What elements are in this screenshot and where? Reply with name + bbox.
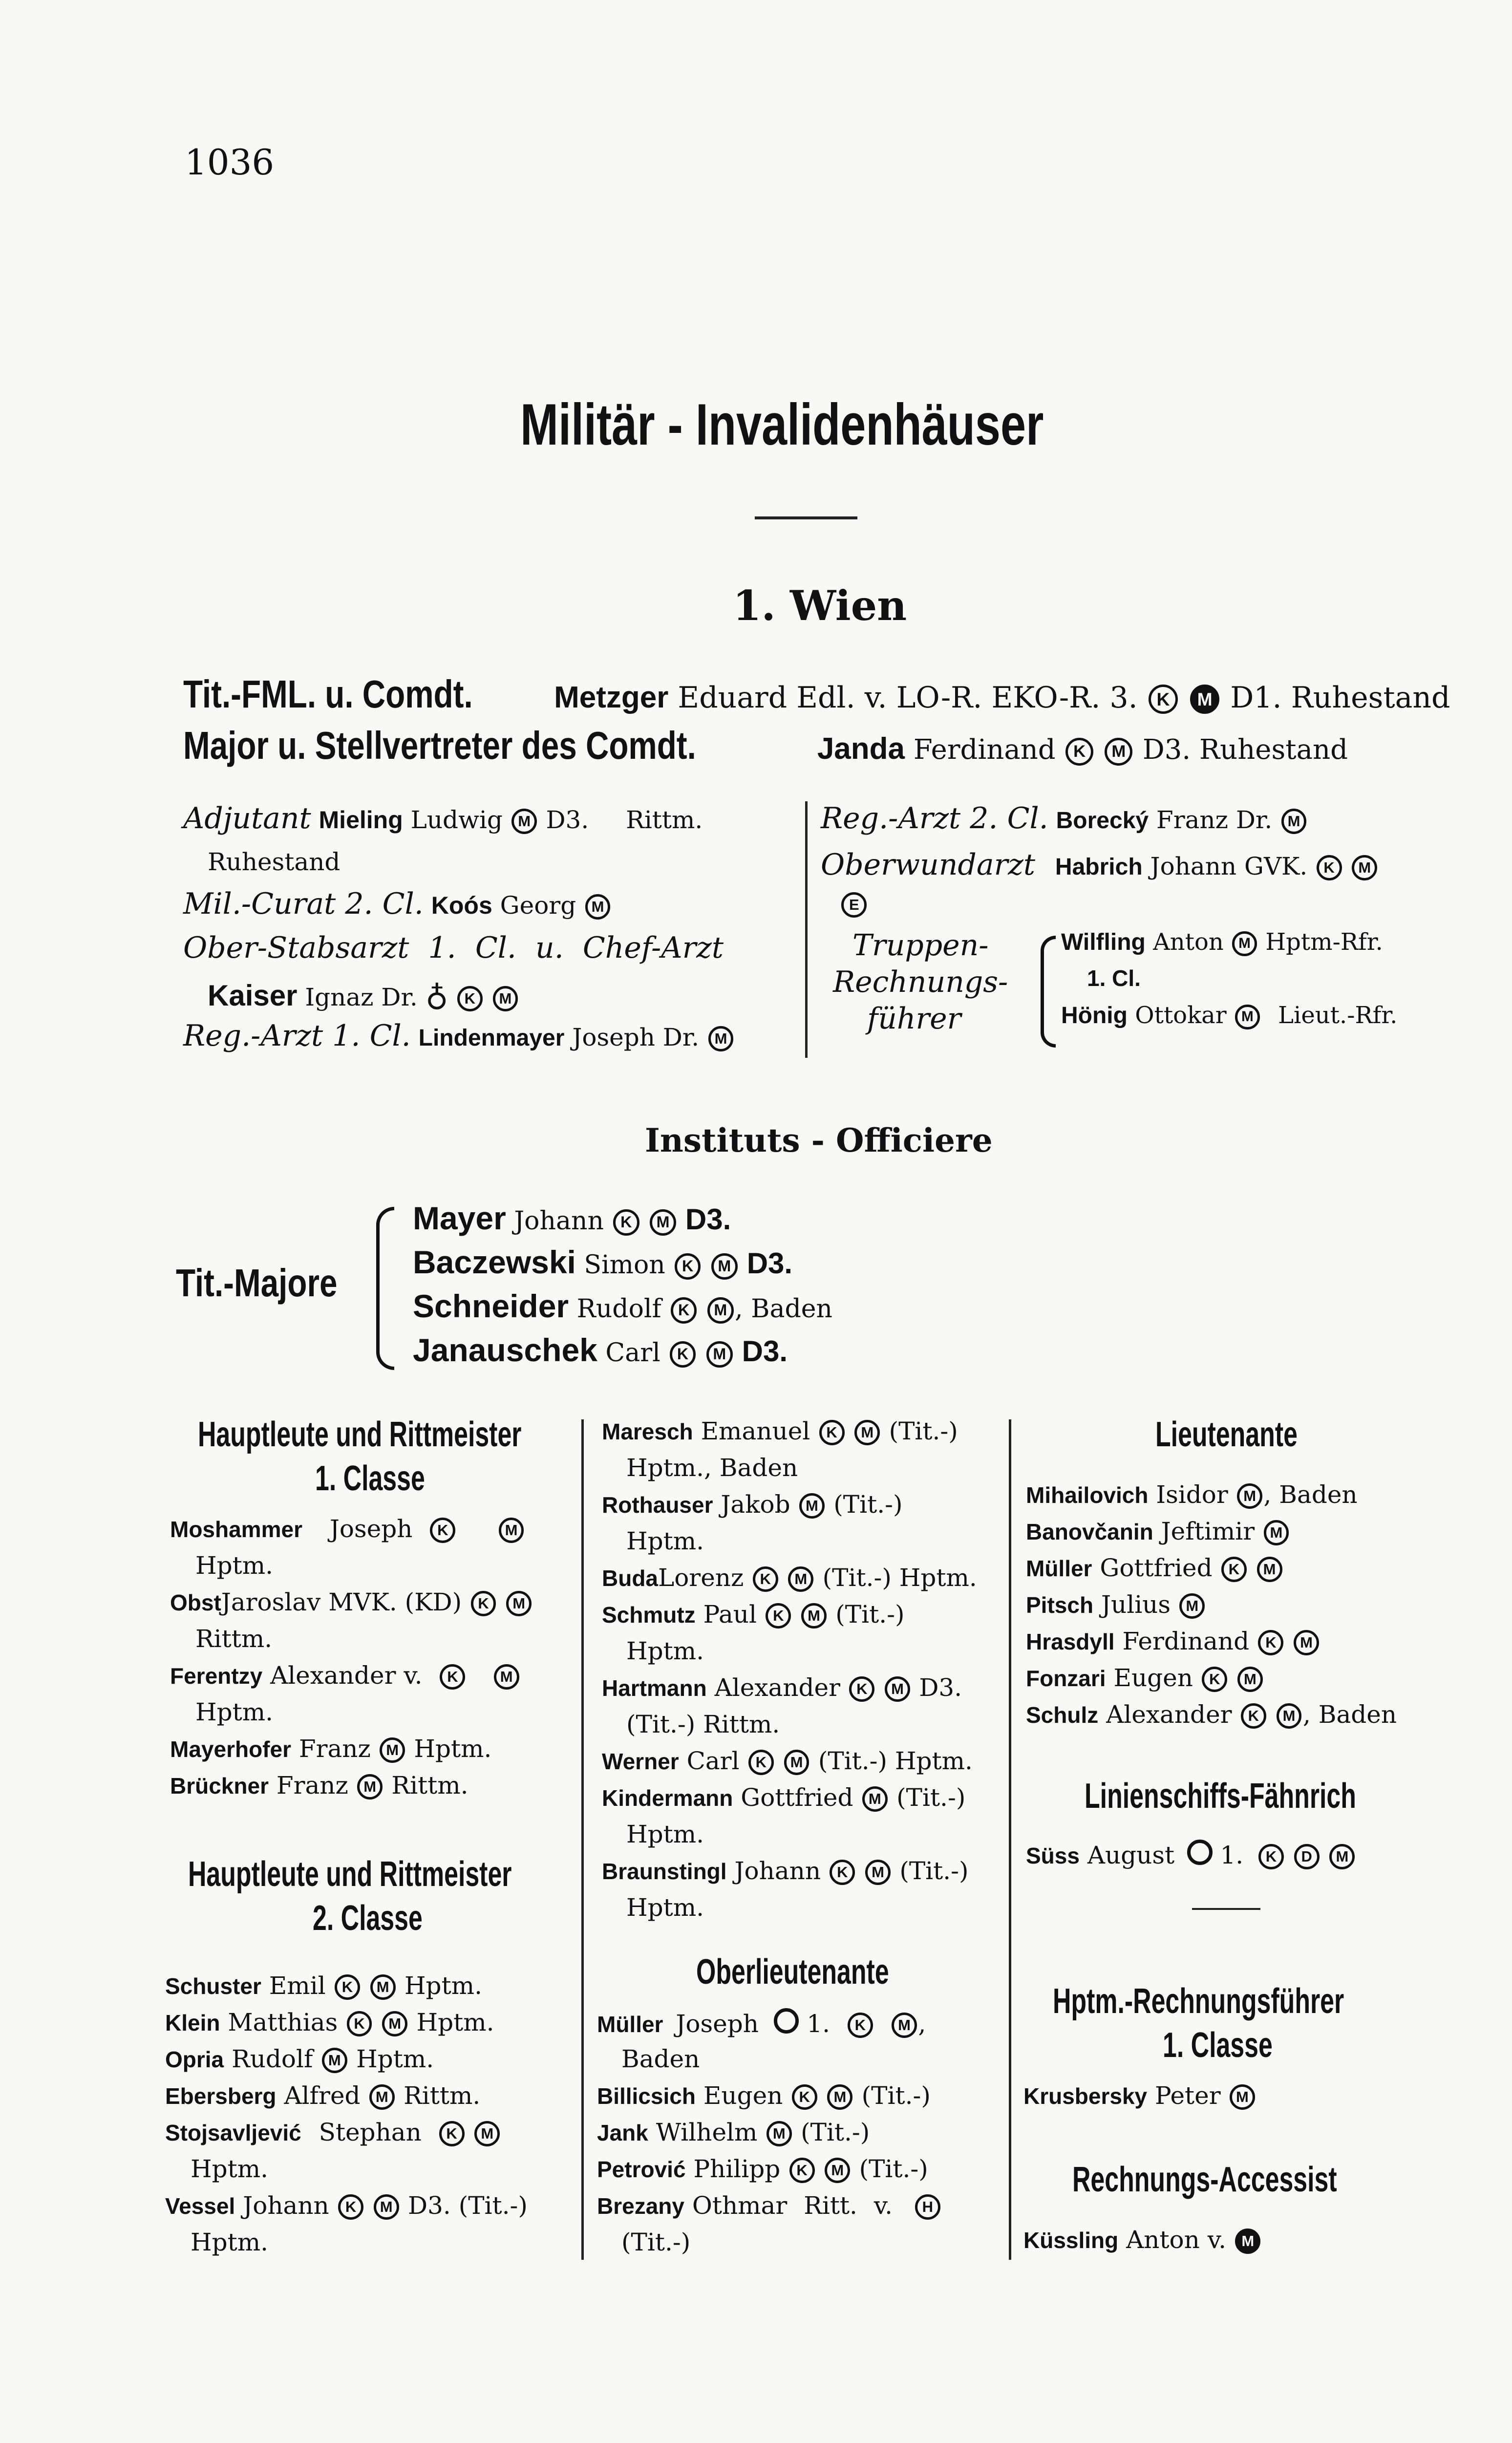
- list-item: Pitsch Julius M: [1026, 1590, 1206, 1619]
- m-decoration-icon: M: [650, 1209, 676, 1236]
- k-decoration-icon: K: [670, 1341, 696, 1368]
- list-item-cont: (Tit.-): [621, 2228, 691, 2256]
- col1-heading-2a: Hauptleute und Rittmeister: [188, 1855, 512, 1894]
- m-decoration-icon: M: [380, 1737, 405, 1763]
- m-decoration-icon: M: [784, 1750, 809, 1775]
- m-decoration-icon: M: [1237, 1667, 1263, 1692]
- m-decoration-icon: M: [767, 2121, 792, 2146]
- role-rechnungs: Rechnungs-: [833, 965, 1008, 999]
- m-decoration-icon: M: [1235, 2229, 1260, 2254]
- rank: Major u. Stellvertreter des Comdt.: [183, 724, 696, 767]
- staff-line: Ober-Stabsarzt 1. Cl. u. Chef-Arzt: [183, 931, 724, 965]
- m-decoration-icon: M: [1237, 1483, 1262, 1509]
- list-item: Schuster Emil K M Hptm.: [165, 1972, 482, 2000]
- major-line: Janauschek Carl K M D3.: [413, 1332, 788, 1368]
- major-line: Mayer Johann K M D3.: [413, 1200, 731, 1236]
- col3-heading-3a: Hptm.-Rechnungsführer: [1053, 1982, 1344, 2021]
- m-decoration-icon: M: [585, 894, 611, 920]
- m-decoration-icon: M: [511, 809, 537, 834]
- list-item-cont: Hptm.: [626, 1527, 704, 1555]
- col2-heading: Oberlieutenante: [696, 1952, 889, 1992]
- list-item: Maresch Emanuel K M (Tit.-): [602, 1417, 958, 1445]
- page-number: 1036: [185, 142, 275, 183]
- m-decoration-icon: M: [1230, 2084, 1255, 2110]
- k-decoration-icon: K: [675, 1253, 701, 1280]
- name: Janda: [817, 732, 905, 766]
- m-decoration-icon: M: [801, 1603, 827, 1629]
- e-decoration-icon: E: [841, 892, 867, 918]
- k-decoration-icon: K: [830, 1860, 855, 1885]
- major-line: Baczewski Simon K M D3.: [413, 1244, 793, 1280]
- k-decoration-icon: K: [1202, 1667, 1227, 1692]
- k-decoration-icon: K: [1258, 1844, 1284, 1869]
- staff-line: Mil.-Curat 2. Cl. Koós Georg M: [183, 887, 612, 921]
- staff-line: Oberwundarzt Habrich Johann GVK. K M: [821, 848, 1379, 882]
- list-item: Schmutz Paul K M (Tit.-): [602, 1600, 905, 1629]
- status: D1. Ruhestand: [1230, 681, 1450, 715]
- list-item: Jank Wilhelm M (Tit.-): [597, 2118, 870, 2146]
- list-item-cont: Rittm.: [195, 1625, 273, 1653]
- d-decoration-icon: D: [1294, 1844, 1320, 1869]
- staff-line: Adjutant Mieling Ludwig M D3. Rittm.: [183, 801, 703, 836]
- m-decoration-icon: M: [885, 1676, 910, 1702]
- k-decoration-icon: K: [347, 2011, 372, 2036]
- k-decoration-icon: K: [430, 1518, 455, 1543]
- k-decoration-icon: K: [671, 1297, 697, 1324]
- k-decoration-icon: K: [471, 1591, 496, 1616]
- list-item: Opria Rudolf M Hptm.: [165, 2045, 434, 2073]
- list-item-cont: Hptm.: [626, 1637, 704, 1665]
- list-item-cont: (Tit.-) Rittm.: [626, 1710, 780, 1738]
- k-decoration-icon: K: [613, 1209, 639, 1236]
- major-line: Schneider Rudolf K M , Baden: [413, 1288, 832, 1324]
- list-item: Süss August 1. K D M: [1026, 1840, 1356, 1869]
- list-item: Vessel Johann K M D3. (Tit.-): [165, 2191, 528, 2220]
- m-decoration-icon: M: [1105, 738, 1132, 766]
- m-decoration-icon: M: [799, 1493, 825, 1519]
- list-item: Mihailovich Isidor M , Baden: [1026, 1480, 1358, 1509]
- majors-brace: [376, 1207, 394, 1370]
- list-item: Banovčanin Jeftimir M: [1026, 1517, 1290, 1545]
- k-decoration-icon: K: [849, 1676, 874, 1702]
- m-decoration-icon: M: [494, 1664, 519, 1690]
- list-item: Ebersberg Alfred M Rittm.: [165, 2081, 481, 2110]
- m-decoration-icon: M: [825, 2158, 850, 2183]
- col3-heading-2: Linienschiffs-Fähnrich: [1085, 1777, 1356, 1816]
- staff-line: Reg.-Arzt 1. Cl. Lindenmayer Joseph Dr. M: [183, 1019, 735, 1053]
- m-decoration-icon: M: [474, 2121, 500, 2146]
- list-item-cont: Hptm.: [195, 1698, 274, 1726]
- role-fuehrer: führer: [867, 1002, 961, 1036]
- k-decoration-icon: K: [457, 986, 483, 1011]
- staff-left: [0, 0, 801, 1075]
- details: Eduard Edl. v. LO-R. EKO-R. 3.: [678, 681, 1138, 715]
- column-divider-1: [581, 1419, 584, 2260]
- m-decoration-icon: M: [827, 2084, 852, 2110]
- m-decoration-icon: M: [382, 2011, 407, 2036]
- m-decoration-icon: M: [1294, 1630, 1319, 1655]
- col1-heading-1b: 1. Classe: [315, 1459, 425, 1498]
- m-decoration-icon: M: [1281, 809, 1307, 834]
- k-decoration-icon: K: [1149, 685, 1178, 714]
- m-decoration-icon: M: [1179, 1593, 1205, 1619]
- officers-heading: Instituts - Officiere: [645, 1121, 993, 1159]
- col3-heading-3b: 1. Classe: [1163, 2026, 1273, 2065]
- role-truppen: Truppen-: [852, 928, 989, 963]
- m-decoration-icon: M: [1232, 931, 1256, 956]
- k-decoration-icon: K: [1258, 1630, 1283, 1655]
- k-decoration-icon: K: [748, 1750, 774, 1775]
- k-decoration-icon: K: [792, 2084, 817, 2110]
- truppen-line: 1. Cl.: [1087, 965, 1141, 991]
- k-decoration-icon: K: [439, 2121, 465, 2146]
- staff-line: [840, 889, 868, 918]
- list-item: Werner Carl K M (Tit.-) Hptm.: [602, 1747, 973, 1775]
- list-item-cont: Hptm.: [191, 2155, 269, 2183]
- list-item: Rothauser Jakob M (Tit.-): [602, 1490, 903, 1519]
- m-decoration-icon: M: [1329, 1844, 1355, 1869]
- m-decoration-icon: M: [493, 986, 518, 1011]
- m-decoration-icon: M: [369, 2084, 395, 2110]
- list-item: Hartmann Alexander K M D3.: [602, 1673, 962, 1702]
- h-decoration-icon: H: [915, 2194, 940, 2220]
- list-item: Billicsich Eugen K M (Tit.-): [597, 2081, 931, 2110]
- m-decoration-icon: M: [707, 1297, 734, 1324]
- m-decoration-icon: M: [708, 1026, 734, 1051]
- k-decoration-icon: K: [1241, 1703, 1266, 1729]
- m-decoration-icon: M: [1235, 1005, 1259, 1029]
- col3-short-rule: [1192, 1908, 1260, 1910]
- majors-label: Tit.-Majore: [176, 1261, 338, 1305]
- truppen-line: Hönig Ottokar M Lieut.-Rfr.: [1061, 1002, 1398, 1029]
- list-item: Küssling Anton v. M: [1023, 2226, 1262, 2254]
- page-title: Militär - Invalidenhäuser: [520, 392, 1044, 457]
- truppen-brace: [1041, 936, 1056, 1048]
- list-item: Hrasdyll Ferdinand K M: [1026, 1627, 1320, 1655]
- ring-decoration-icon: [1187, 1840, 1213, 1865]
- truppen-line: Wilfling Anton M Hptm-Rfr.: [1061, 928, 1383, 956]
- list-item-cont: Hptm.: [195, 1551, 274, 1580]
- col3-heading-4: Rechnungs-Accessist: [1072, 2160, 1337, 2199]
- list-item: Brückner Franz M Rittm.: [170, 1771, 469, 1800]
- list-item: ObstJaroslav MVK. (KD) K M: [170, 1588, 533, 1616]
- m-decoration-icon: M: [854, 1420, 880, 1445]
- k-decoration-icon: K: [819, 1420, 845, 1445]
- m-decoration-icon: M: [892, 2013, 917, 2038]
- list-item: Moshammer Joseph K M: [170, 1515, 525, 1543]
- earth-symbol-icon: ♁: [425, 977, 448, 1013]
- firstname: Ferdinand: [913, 734, 1056, 766]
- m-decoration-icon: M: [706, 1341, 733, 1368]
- list-item: Braunstingl Johann K M (Tit.-): [602, 1857, 969, 1885]
- list-item-cont: Hptm., Baden: [626, 1454, 798, 1482]
- rank: Tit.-FML. u. Comdt.: [183, 672, 473, 716]
- m-decoration-icon: M: [374, 2194, 399, 2220]
- staff-divider: [805, 801, 808, 1058]
- k-decoration-icon: K: [789, 2158, 815, 2183]
- list-item: Stojsavljević Stephan K M: [165, 2118, 501, 2146]
- name: Metzger: [554, 681, 669, 714]
- m-decoration-icon: M: [370, 1974, 396, 2000]
- staff-line: Kaiser Ignaz Dr. ♁ K M: [208, 977, 519, 1013]
- col1-heading-1a: Hauptleute und Rittmeister: [198, 1415, 522, 1454]
- list-item: Ferentzy Alexander v. K M: [170, 1661, 520, 1690]
- k-decoration-icon: K: [766, 1603, 791, 1629]
- section-heading: 1. Wien: [733, 581, 907, 630]
- m-decoration-icon: M: [1257, 1557, 1282, 1582]
- column-divider-2: [1009, 1419, 1011, 2260]
- list-item: Fonzari Eugen K M: [1026, 1664, 1264, 1692]
- list-item: Schulz Alexander K M , Baden: [1026, 1700, 1397, 1729]
- list-item: Müller Gottfried K M: [1026, 1554, 1283, 1582]
- list-item: Krusbersky Peter M: [1023, 2081, 1256, 2110]
- m-decoration-icon: M: [506, 1591, 532, 1616]
- list-item-cont: Hptm.: [626, 1893, 704, 1922]
- list-item: Klein Matthias K M Hptm.: [165, 2008, 494, 2036]
- m-decoration-icon: M: [711, 1253, 738, 1280]
- ring-decoration-icon: [774, 2008, 799, 2034]
- col3-heading-1: Lieutenante: [1155, 1415, 1298, 1454]
- k-decoration-icon: K: [848, 2013, 873, 2038]
- list-item: Mayerhofer Franz M Hptm.: [170, 1735, 492, 1763]
- m-decoration-icon: M: [862, 1786, 888, 1812]
- m-decoration-icon: M: [1277, 1703, 1302, 1729]
- m-decoration-icon: M: [499, 1518, 524, 1543]
- m-decoration-icon: M: [1352, 855, 1377, 880]
- k-decoration-icon: K: [1317, 855, 1342, 880]
- list-item: Petrović Philipp K M (Tit.-): [597, 2155, 928, 2183]
- k-decoration-icon: K: [1065, 738, 1093, 766]
- k-decoration-icon: K: [440, 1664, 465, 1690]
- list-item-cont: Hptm.: [191, 2228, 269, 2256]
- list-item: Müller Joseph 1. K M ,: [597, 2008, 926, 2038]
- m-decoration-icon: M: [1264, 1520, 1289, 1545]
- col1-heading-2b: 2. Classe: [313, 1899, 423, 1938]
- k-decoration-icon: K: [1221, 1557, 1247, 1582]
- list-item-cont: Baden: [621, 2045, 700, 2073]
- m-decoration-icon: M: [357, 1774, 383, 1800]
- m-decoration-icon: M: [788, 1566, 813, 1592]
- list-item-cont: Hptm.: [626, 1820, 704, 1848]
- m-decoration-icon: M: [322, 2048, 347, 2073]
- staff-line: Reg.-Arzt 2. Cl. Borecký Franz Dr. M: [821, 801, 1308, 836]
- list-item: BudaLorenz K M (Tit.-) Hptm.: [602, 1564, 977, 1592]
- m-decoration-icon: M: [1190, 685, 1219, 714]
- list-item: Brezany Othmar Ritt. v. H: [597, 2191, 941, 2220]
- status: D3. Ruhestand: [1142, 734, 1348, 766]
- staff-line: Ruhestand: [208, 848, 341, 876]
- k-decoration-icon: K: [335, 1974, 360, 2000]
- k-decoration-icon: K: [338, 2194, 363, 2220]
- k-decoration-icon: K: [753, 1566, 778, 1592]
- list-item: Kindermann Gottfried M (Tit.-): [602, 1783, 966, 1812]
- m-decoration-icon: M: [865, 1860, 891, 1885]
